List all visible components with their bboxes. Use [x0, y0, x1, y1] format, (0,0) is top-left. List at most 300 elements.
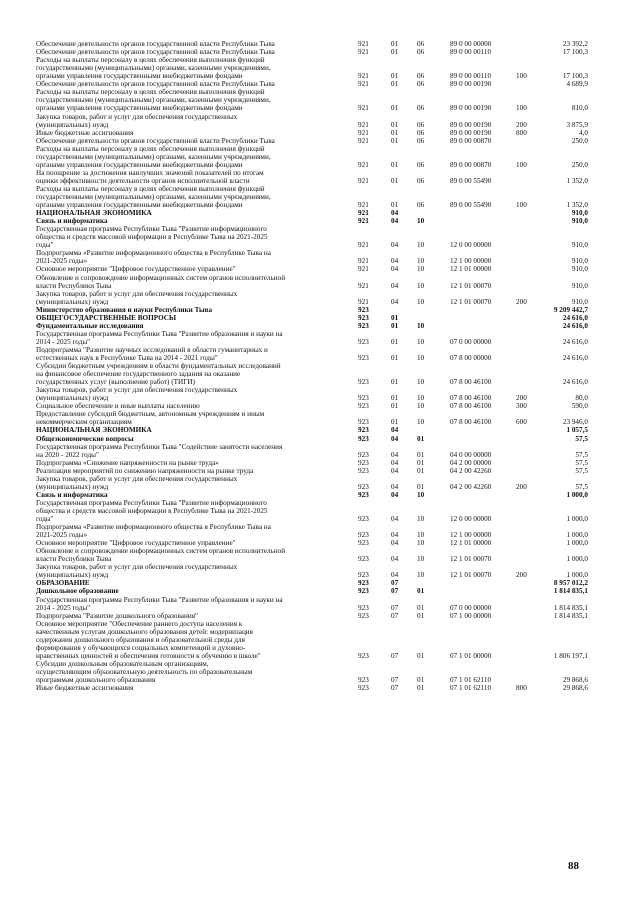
- target-article-cell: 89 0 00 00870: [450, 160, 492, 169]
- subsection-code-cell: 01: [417, 458, 425, 467]
- target-article-cell: 12 1 01 00070: [450, 281, 492, 290]
- row-name-cell: Дошкольное образование: [36, 587, 119, 596]
- subsection-code-cell: 06: [417, 48, 425, 57]
- target-article-cell: 04 2 00 42260: [450, 466, 492, 475]
- table-row: [0, 249, 640, 265]
- admin-code-cell: 923: [358, 603, 369, 612]
- row-name-cell: Субсидии дошкольным образовательным организациям, осуществляющим образовательную деятельность по образовательным программам дошкольного образования: [36, 659, 253, 684]
- row-name-cell: Субсидии бюджетным учреждениям в области фундаментальных исследований на финансовое обеспечение государственного задания на оказание государственных услуг (выполнение работ) (ТИГИ): [36, 362, 281, 386]
- table-row: [0, 346, 640, 362]
- subsection-code-cell: 06: [417, 160, 425, 169]
- admin-code-cell: 921: [358, 217, 369, 226]
- subsection-code-cell: 10: [417, 571, 425, 580]
- row-name-cell: Иные бюджетные ассигнования: [36, 684, 134, 692]
- section-code-cell: 01: [391, 136, 399, 145]
- section-code-cell: 04: [391, 466, 399, 475]
- amount-cell: 1 000,0: [566, 571, 588, 580]
- row-name-cell: Основное мероприятие "Цифровое государственное управление": [36, 265, 236, 274]
- amount-cell: 910,0: [571, 265, 588, 274]
- section-code-cell: 01: [391, 176, 399, 185]
- expense-type-cell: 200: [516, 482, 527, 491]
- admin-code-cell: 921: [358, 257, 369, 266]
- target-article-cell: 12 1 01 00070: [450, 571, 492, 580]
- table-row: [0, 362, 640, 386]
- row-name-cell: Государственная программа Республики Тыва "Содействие занятости населения на 2020 - 2022 годы": [36, 442, 283, 459]
- amount-cell: 1 352,0: [566, 176, 588, 185]
- target-article-cell: 12 1 01 00000: [450, 265, 492, 274]
- subsection-code-cell: 06: [417, 80, 425, 89]
- row-name-cell: Закупка товаров, работ и услуг для обеспечения государственных (муниципальных) нужд: [36, 112, 238, 129]
- table-row: [0, 56, 640, 80]
- table-row: [0, 274, 640, 290]
- expense-type-cell: 100: [516, 72, 527, 81]
- target-article-cell: 04 2 00 00000: [450, 458, 492, 467]
- admin-code-cell: 923: [358, 321, 369, 330]
- table-row: [0, 459, 640, 467]
- section-code-cell: 04: [391, 426, 399, 435]
- amount-cell: 1 806 197,1: [553, 651, 588, 660]
- target-article-cell: 12 1 00 00000: [450, 257, 492, 266]
- subsection-code-cell: 10: [417, 531, 425, 540]
- subsection-code-cell: 01: [417, 434, 425, 443]
- admin-code-cell: 923: [358, 482, 369, 491]
- table-row: [0, 145, 640, 169]
- section-code-cell: 04: [391, 209, 399, 218]
- subsection-code-cell: 10: [417, 555, 425, 564]
- row-name-cell: Государственная программа Республики Тыва "Развитие информационного общества и средств массовой информации в Республике Тыва на 2021-2025 годы": [36, 498, 268, 523]
- amount-cell: 24 616,0: [562, 313, 588, 322]
- row-name-cell: Фундаментальные исследования: [36, 321, 144, 330]
- admin-code-cell: 923: [358, 394, 369, 403]
- admin-code-cell: 923: [358, 515, 369, 524]
- admin-code-cell: 923: [358, 458, 369, 467]
- section-code-cell: 04: [391, 555, 399, 564]
- section-code-cell: 04: [391, 297, 399, 306]
- row-name-cell: ОБРАЗОВАНИЕ: [36, 579, 90, 588]
- admin-code-cell: 923: [358, 587, 369, 596]
- amount-cell: 57,5: [575, 482, 588, 491]
- section-code-cell: 04: [391, 434, 399, 443]
- amount-cell: 910,0: [571, 281, 588, 290]
- subsection-code-cell: 01: [417, 587, 425, 596]
- table-section-row: [0, 209, 640, 217]
- section-code-cell: 01: [391, 40, 399, 49]
- section-code-cell: 04: [391, 531, 399, 540]
- amount-cell: 910,0: [571, 209, 588, 218]
- row-name-cell: Социальное обеспечение и иные выплаты населению: [36, 402, 200, 411]
- subsection-code-cell: 06: [417, 176, 425, 185]
- subsection-code-cell: 01: [417, 482, 425, 491]
- section-code-cell: 04: [391, 450, 399, 459]
- table-row: [0, 113, 640, 129]
- subsection-code-cell: 10: [417, 418, 425, 427]
- expense-type-cell: 800: [516, 128, 527, 137]
- subsection-code-cell: 10: [417, 402, 425, 411]
- admin-code-cell: 921: [358, 241, 369, 250]
- admin-code-cell: 923: [358, 402, 369, 411]
- row-name-cell: ОБЩЕГОСУДАРСТВЕННЫЕ ВОПРОСЫ: [36, 313, 177, 322]
- amount-cell: 57,5: [575, 450, 588, 459]
- target-article-cell: 89 0 00 00110: [450, 48, 492, 57]
- amount-cell: 29 868,6: [562, 676, 588, 685]
- row-name-cell: НАЦИОНАЛЬНАЯ ЭКОНОМИКА: [36, 209, 152, 218]
- expense-type-cell: 100: [516, 160, 527, 169]
- section-code-cell: 07: [391, 684, 399, 693]
- admin-code-cell: 921: [358, 265, 369, 274]
- table-section-row: [0, 435, 640, 443]
- table-row: [0, 88, 640, 112]
- table-row: [0, 467, 640, 475]
- amount-cell: 1 814 835,1: [553, 611, 588, 620]
- section-code-cell: 04: [391, 490, 399, 499]
- table-row: [0, 475, 640, 491]
- row-name-cell: Обеспечение деятельности органов государственной власти Республики Тыва: [36, 80, 275, 89]
- target-article-cell: 07 1 01 62110: [450, 684, 492, 693]
- admin-code-cell: 923: [358, 676, 369, 685]
- table-row: [0, 330, 640, 346]
- admin-code-cell: 921: [358, 201, 369, 210]
- expense-type-cell: 200: [516, 571, 527, 580]
- row-name-cell: Предоставление субсидий бюджетным, автономным учреждениям и иным некоммерческим организациям: [36, 410, 265, 427]
- amount-cell: 57,5: [575, 434, 588, 443]
- table-row: [0, 265, 640, 273]
- row-name-cell: Закупка товаров, работ и услуг для обеспечения государственных (муниципальных) нужд: [36, 289, 238, 306]
- row-name-cell: Расходы на выплаты персоналу в целях обеспечения выполнения функций государственными (муниципальными) органами, казенными учреждениями, органами управления государственными внебюджетными фондами: [36, 184, 271, 209]
- amount-cell: 23 946,0: [562, 418, 588, 427]
- row-name-cell: Государственная программа Республики Тыва "Развитие образования и науки на 2014 - 2025 годы": [36, 329, 283, 346]
- admin-code-cell: 921: [358, 72, 369, 81]
- table-row: [0, 596, 640, 612]
- table-row: [0, 523, 640, 539]
- row-name-cell: Обеспечение деятельности органов государственной власти Республики Тыва: [36, 136, 275, 145]
- amount-cell: 24 616,0: [562, 378, 588, 387]
- row-name-cell: Основное мероприятие "Обеспечение раннего доступа населения к качественным услугам дошкольного образования детей: модернизация содержания дошкольного образования и образовательной среды для формирования у обучающихся социальных компетенций и духовно- нравственных ценностей и обеспечения готовности к обучению в школе": [36, 619, 261, 660]
- table-row: [0, 612, 640, 620]
- admin-code-cell: 923: [358, 490, 369, 499]
- target-article-cell: 89 0 00 00190: [450, 104, 492, 113]
- row-name-cell: Министерство образования и науки Республики Тыва: [36, 305, 213, 314]
- row-name-cell: Расходы на выплаты персоналу в целях обеспечения выполнения функций государственными (муниципальными) органами, казенными учреждениями, органами управления государственными внебюджетными фондами: [36, 56, 271, 81]
- table-row: [0, 410, 640, 426]
- table-row: [0, 185, 640, 209]
- section-code-cell: 07: [391, 587, 399, 596]
- amount-cell: 810,0: [571, 104, 588, 113]
- amount-cell: 1 000,0: [566, 490, 588, 499]
- section-code-cell: 04: [391, 257, 399, 266]
- row-name-cell: Государственная программа Республики Тыва "Развитие образования и науки на 2014 - 2025 годы": [36, 595, 283, 612]
- target-article-cell: 07 1 01 62110: [450, 676, 492, 685]
- row-name-cell: НАЦИОНАЛЬНАЯ ЭКОНОМИКА: [36, 426, 152, 435]
- admin-code-cell: 921: [358, 40, 369, 49]
- target-article-cell: 07 0 00 00000: [450, 337, 492, 346]
- target-article-cell: 07 8 00 46100: [450, 378, 492, 387]
- subsection-code-cell: 10: [417, 353, 425, 362]
- row-name-cell: Закупка товаров, работ и услуг для обеспечения государственных (муниципальных) нужд: [36, 563, 238, 580]
- expense-type-cell: 300: [516, 402, 527, 411]
- target-article-cell: 89 0 00 55490: [450, 201, 492, 210]
- subsection-code-cell: 06: [417, 136, 425, 145]
- subsection-code-cell: 10: [417, 241, 425, 250]
- amount-cell: 1 000,0: [566, 539, 588, 548]
- admin-code-cell: 923: [358, 684, 369, 693]
- admin-code-cell: 923: [358, 418, 369, 427]
- admin-code-cell: 921: [358, 128, 369, 137]
- table-row: [0, 547, 640, 563]
- amount-cell: 4 689,9: [566, 80, 588, 89]
- subsection-code-cell: 10: [417, 217, 425, 226]
- table-row: [0, 48, 640, 56]
- amount-cell: 24 616,0: [562, 337, 588, 346]
- row-name-cell: Основное мероприятие "Цифровое государственное управление": [36, 539, 236, 548]
- subsection-code-cell: 01: [417, 466, 425, 475]
- subsection-code-cell: 10: [417, 378, 425, 387]
- row-name-cell: Общеэкономические вопросы: [36, 434, 134, 443]
- admin-code-cell: 923: [358, 651, 369, 660]
- target-article-cell: 89 0 00 00190: [450, 80, 492, 89]
- admin-code-cell: 921: [358, 160, 369, 169]
- admin-code-cell: 923: [358, 313, 369, 322]
- table-row: [0, 684, 640, 692]
- table-row: [0, 620, 640, 660]
- amount-cell: 3 875,9: [566, 120, 588, 129]
- subsection-code-cell: 01: [417, 611, 425, 620]
- target-article-cell: 07 8 00 46100: [450, 418, 492, 427]
- table-row: [0, 80, 640, 88]
- target-article-cell: 07 8 00 46100: [450, 402, 492, 411]
- target-article-cell: 89 0 00 00870: [450, 136, 492, 145]
- table-row: [0, 660, 640, 684]
- row-name-cell: Подпрограмма «Развитие информационного общества в Республике Тыва на 2021-2025 годы»: [36, 523, 271, 539]
- target-article-cell: 89 0 00 55490: [450, 176, 492, 185]
- table-row: [0, 563, 640, 579]
- row-name-cell: Связь и информатика: [36, 217, 108, 226]
- section-code-cell: 07: [391, 579, 399, 588]
- admin-code-cell: 921: [358, 176, 369, 185]
- table-section-row: [0, 579, 640, 587]
- amount-cell: 24 616,0: [562, 353, 588, 362]
- target-article-cell: 07 0 00 00000: [450, 603, 492, 612]
- section-code-cell: 01: [391, 128, 399, 137]
- table-row: [0, 539, 640, 547]
- amount-cell: 1 814 835,1: [553, 603, 588, 612]
- subsection-code-cell: 06: [417, 40, 425, 49]
- section-code-cell: 01: [391, 402, 399, 411]
- amount-cell: 17 100,3: [562, 72, 588, 81]
- row-name-cell: Подпрограмма «Снижение напряженности на рынке труда»: [36, 458, 219, 467]
- amount-cell: 590,0: [571, 402, 588, 411]
- subsection-code-cell: 06: [417, 201, 425, 210]
- section-code-cell: 04: [391, 265, 399, 274]
- subsection-code-cell: 10: [417, 394, 425, 403]
- admin-code-cell: 923: [358, 579, 369, 588]
- table-row: [0, 129, 640, 137]
- table-row: [0, 402, 640, 410]
- target-article-cell: 89 0 00 00190: [450, 128, 492, 137]
- section-code-cell: 01: [391, 313, 399, 322]
- admin-code-cell: 921: [358, 297, 369, 306]
- admin-code-cell: 923: [358, 378, 369, 387]
- target-article-cell: 12 0 00 00000: [450, 515, 492, 524]
- section-code-cell: 04: [391, 515, 399, 524]
- row-name-cell: Иные бюджетные ассигнования: [36, 128, 134, 137]
- section-code-cell: 04: [391, 217, 399, 226]
- section-code-cell: 04: [391, 571, 399, 580]
- section-code-cell: 01: [391, 394, 399, 403]
- section-code-cell: 01: [391, 48, 399, 57]
- amount-cell: 1 000,0: [566, 515, 588, 524]
- table-row: [0, 137, 640, 145]
- subsection-code-cell: 06: [417, 104, 425, 113]
- row-name-cell: Обновление и сопровождение информационных систем органов исполнительной власти Республики Тыва: [36, 547, 286, 564]
- target-article-cell: 07 1 01 00000: [450, 651, 492, 660]
- section-code-cell: 04: [391, 458, 399, 467]
- target-article-cell: 89 0 00 00000: [450, 40, 492, 49]
- admin-code-cell: 921: [358, 120, 369, 129]
- subsection-code-cell: 10: [417, 321, 425, 330]
- section-code-cell: 04: [391, 241, 399, 250]
- row-name-cell: Связь и информатика: [36, 490, 108, 499]
- subsection-code-cell: 10: [417, 515, 425, 524]
- subsection-code-cell: 06: [417, 128, 425, 137]
- admin-code-cell: 923: [358, 426, 369, 435]
- row-name-cell: Государственная программа Республики Тыва "Развитие информационного общества и средств массовой информации в Республике Тыва на 2021-2025 годы": [36, 225, 268, 250]
- admin-code-cell: 923: [358, 571, 369, 580]
- target-article-cell: 04 0 00 00000: [450, 450, 492, 459]
- row-name-cell: Расходы на выплаты персоналу в целях обеспечения выполнения функций государственными (муниципальными) органами, казенными учреждениями, органами управления государственными внебюджетными фондами: [36, 144, 271, 169]
- expense-type-cell: 800: [516, 684, 527, 693]
- subsection-code-cell: 10: [417, 265, 425, 274]
- subsection-code-cell: 01: [417, 684, 425, 693]
- table-row: [0, 290, 640, 306]
- section-code-cell: 07: [391, 651, 399, 660]
- row-name-cell: Обеспечение деятельности органов государственной власти Республики Тыва: [36, 48, 275, 56]
- section-code-cell: 01: [391, 353, 399, 362]
- target-article-cell: 12 1 01 00070: [450, 297, 492, 306]
- target-article-cell: 12 0 00 00000: [450, 241, 492, 250]
- row-name-cell: Закупка товаров, работ и услуг для обеспечения государственных (муниципальных) нужд: [36, 474, 238, 491]
- section-code-cell: 01: [391, 378, 399, 387]
- admin-code-cell: 923: [358, 353, 369, 362]
- row-name-cell: На поощрение за достижения наилучших значений показателей по итогам оценки эффективности деятельности органов исполнительной власти: [36, 168, 264, 185]
- amount-cell: 1 057,5: [566, 426, 588, 435]
- subsection-code-cell: 01: [417, 603, 425, 612]
- target-article-cell: 89 0 00 00110: [450, 72, 492, 81]
- admin-code-cell: 921: [358, 136, 369, 145]
- amount-cell: 1 000,0: [566, 531, 588, 540]
- amount-cell: 910,0: [571, 257, 588, 266]
- admin-code-cell: 921: [358, 209, 369, 218]
- table-row: [0, 40, 640, 48]
- table-row: [0, 443, 640, 459]
- subsection-code-cell: 06: [417, 120, 425, 129]
- amount-cell: 8 957 012,2: [553, 579, 588, 588]
- amount-cell: 9 209 442,7: [553, 305, 588, 314]
- subsection-code-cell: 01: [417, 450, 425, 459]
- admin-code-cell: 921: [358, 281, 369, 290]
- amount-cell: 910,0: [571, 241, 588, 250]
- admin-code-cell: 923: [358, 611, 369, 620]
- subsection-code-cell: 10: [417, 297, 425, 306]
- section-code-cell: 04: [391, 281, 399, 290]
- amount-cell: 4,0: [579, 128, 588, 137]
- table-section-row: [0, 322, 640, 330]
- amount-cell: 29 868,6: [562, 684, 588, 693]
- admin-code-cell: 921: [358, 80, 369, 89]
- table-section-row: [0, 306, 640, 314]
- section-code-cell: 04: [391, 539, 399, 548]
- subsection-code-cell: 10: [417, 539, 425, 548]
- section-code-cell: 01: [391, 201, 399, 210]
- admin-code-cell: 923: [358, 450, 369, 459]
- page-number: 88: [568, 860, 579, 872]
- amount-cell: 57,5: [575, 458, 588, 467]
- target-article-cell: 12 1 00 00000: [450, 531, 492, 540]
- subsection-code-cell: 10: [417, 490, 425, 499]
- amount-cell: 1 352,0: [566, 201, 588, 210]
- row-name-cell: Обеспечение деятельности органов государственной власти Республики Тыва: [36, 40, 275, 48]
- amount-cell: 23 392,2: [562, 40, 588, 49]
- section-code-cell: 01: [391, 321, 399, 330]
- subsection-code-cell: 10: [417, 281, 425, 290]
- amount-cell: 250,0: [571, 160, 588, 169]
- subsection-code-cell: 01: [417, 676, 425, 685]
- admin-code-cell: 923: [358, 539, 369, 548]
- admin-code-cell: 923: [358, 305, 369, 314]
- row-name-cell: Подпрограмма "Развитие научных исследований в области гуманитарных и естественных наук в Республике Тыва на 2014 - 2021 годы": [36, 345, 268, 362]
- admin-code-cell: 923: [358, 434, 369, 443]
- target-article-cell: 89 0 00 00190: [450, 120, 492, 129]
- table-section-row: [0, 587, 640, 595]
- table-row: [0, 169, 640, 185]
- table-row: [0, 225, 640, 249]
- admin-code-cell: 923: [358, 337, 369, 346]
- subsection-code-cell: 06: [417, 72, 425, 81]
- row-name-cell: Обновление и сопровождение информационных систем органов исполнительной власти Республики Тыва: [36, 273, 286, 290]
- expense-type-cell: 200: [516, 297, 527, 306]
- expense-type-cell: 200: [516, 394, 527, 403]
- section-code-cell: 07: [391, 611, 399, 620]
- amount-cell: 910,0: [571, 297, 588, 306]
- target-article-cell: 12 1 01 00070: [450, 555, 492, 564]
- target-article-cell: 07 8 00 00000: [450, 353, 492, 362]
- expense-type-cell: 100: [516, 104, 527, 113]
- target-article-cell: 07 1 00 00000: [450, 611, 492, 620]
- table-row: [0, 386, 640, 402]
- admin-code-cell: 921: [358, 104, 369, 113]
- target-article-cell: 12 1 01 00000: [450, 539, 492, 548]
- subsection-code-cell: 10: [417, 257, 425, 266]
- row-name-cell: Закупка товаров, работ и услуг для обеспечения государственных (муниципальных) нужд: [36, 386, 238, 403]
- admin-code-cell: 923: [358, 531, 369, 540]
- expense-type-cell: 100: [516, 201, 527, 210]
- section-code-cell: 01: [391, 337, 399, 346]
- amount-cell: 910,0: [571, 217, 588, 226]
- expense-type-cell: 200: [516, 120, 527, 129]
- table-row: [0, 499, 640, 523]
- amount-cell: 57,5: [575, 466, 588, 475]
- section-code-cell: 04: [391, 482, 399, 491]
- amount-cell: 1 000,0: [566, 555, 588, 564]
- admin-code-cell: 921: [358, 48, 369, 57]
- table-section-row: [0, 491, 640, 499]
- row-name-cell: Подпрограмма "Развитие дошкольного образования": [36, 611, 198, 620]
- section-code-cell: 01: [391, 418, 399, 427]
- target-article-cell: 04 2 00 42260: [450, 482, 492, 491]
- row-name-cell: Расходы на выплаты персоналу в целях обеспечения выполнения функций государственными (муниципальными) органами, казенными учреждениями, органами управления государственными внебюджетными фондами: [36, 88, 271, 113]
- expense-type-cell: 600: [516, 418, 527, 427]
- admin-code-cell: 923: [358, 555, 369, 564]
- row-name-cell: Реализация мероприятий по снижению напряженности на рынке труда: [36, 466, 254, 475]
